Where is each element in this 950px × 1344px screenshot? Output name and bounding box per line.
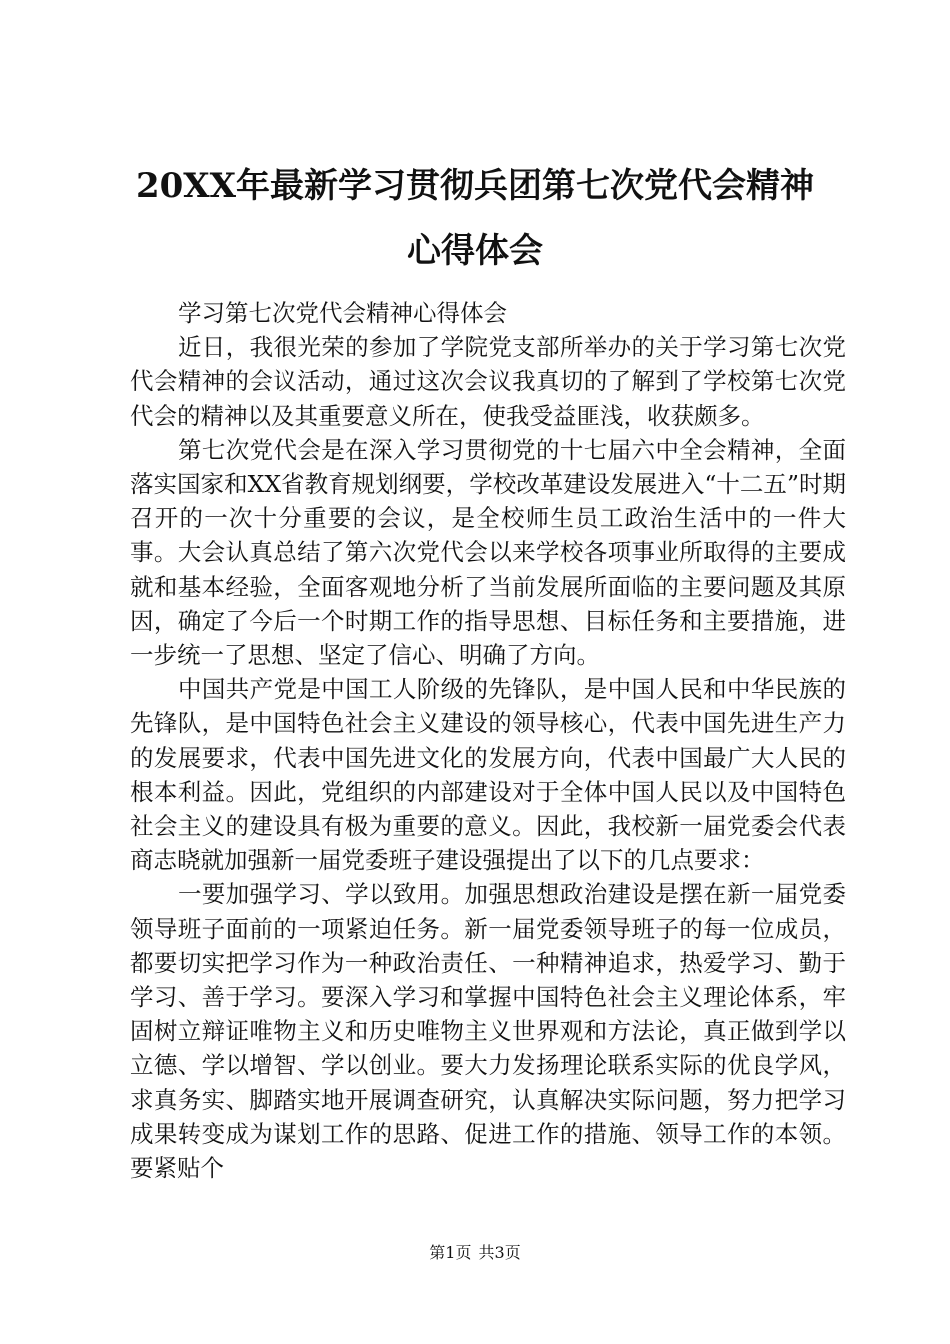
page-footer — [0, 1243, 950, 1263]
paragraph: 一要加强学习、学以致用。加强思想政治建设是摆在新一届党委领导班子面前的一项紧迫任务。新一届党委领导班子的每一位成员，都要切实把学习作为一种政治责任、一种精神追求，热爱学习、勤于学习、善于学习。要深入学习和掌握中国特色社会主义理论体系，牢固树立辩证唯物主义和历史唯物主义世界观和方法论，真正做到学以立德、学以增智、学以创业。要大力发扬理论联系实际的优良学风，求真务实、脚踏实地开展调查研究，认真解决实际问题，努力把学习成果转变成为谋划工作的思路、促进工作的措施、领导工作的本领。要紧贴个 — [130, 880, 846, 1183]
page-total: 共3页 — [478, 1243, 521, 1262]
paragraph-subtitle: 学习第七次党代会精神心得体会 — [178, 299, 507, 327]
document-title-line-2: 心得体会 — [407, 231, 543, 271]
paragraph: 中国共产党是中国工人阶级的先锋队，是中国人民和中华民族的先锋队，是中国特色社会主义建设的领导核心，代表中国先进生产力的发展要求，代表中国先进文化的发展方向，代表中国最广大人民的根本利益。因此，党组织的内部建设对于全体中国人民以及中国特色社会主义的建设具有极为重要的意义。因此，我校新一届党委会代表商志晓就加强新一届党委班子建设强提出了以下的几点要求： — [130, 675, 846, 875]
document-body — [130, 296, 846, 1185]
paragraph: 第七次党代会是在深入学习贯彻党的十七届六中全会精神，全面落实国家和XX省教育规划纲要，学校改革建设发展进入“十二五”时期召开的一次十分重要的会议，是全校师生员工政治生活中的一件大事。大会认真总结了第六次党代会以来学校各项事业所取得的主要成就和基本经验，全面客观地分析了当前发展所面临的主要问题及其原因，确定了今后一个时期工作的指导思想、目标任务和主要措施，进一步统一了思想、坚定了信心、明确了方向。 — [130, 435, 846, 670]
page-number: 第1页 — [429, 1243, 472, 1262]
document-title-line-1: 20XX年最新学习贯彻兵团第七次党代会精神 — [135, 166, 815, 206]
paragraph: 近日，我很光荣的参加了学院党支部所举办的关于学习第七次党代会精神的会议活动，通过这次会议我真切的了解到了学校第七次党代会的精神以及其重要意义所在，使我受益匪浅，收获颇多。 — [130, 333, 846, 430]
